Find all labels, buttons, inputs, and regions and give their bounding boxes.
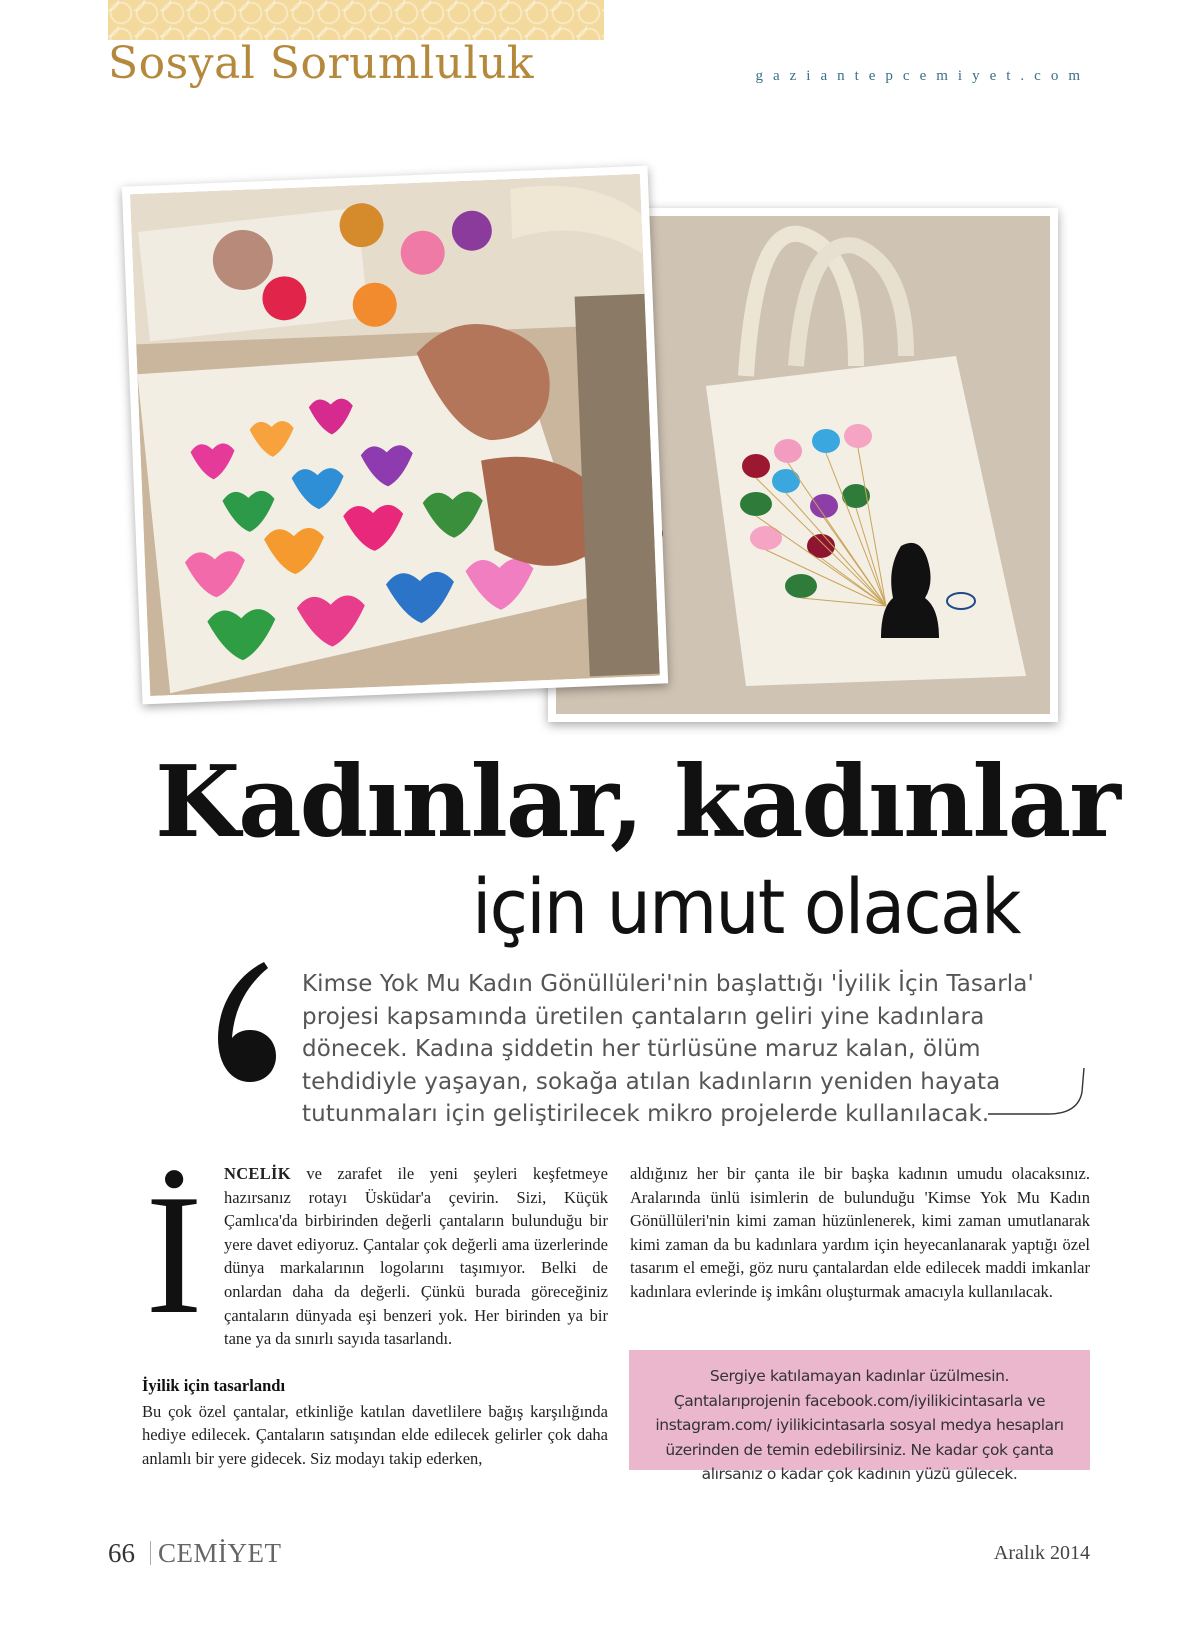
site-url[interactable]: gaziantepcemiyet.com bbox=[755, 68, 1090, 84]
header-pattern-band bbox=[108, 0, 604, 40]
article-column-left bbox=[224, 1162, 608, 1351]
lead-paragraph: Kimse Yok Mu Kadın Gönüllüleri'nin başlattığı 'İyilik İçin Tasarla' projesi kapsamında üretilen çantaların geliri yine kadınlara dönecek. Kadına şiddetin her türlüsüne maruz kalan, ölüm tehdidiyle yaşayan, sokağa atılan kadınların yeniden hayata tutunmaları için geliştirilecek mikro projelerde kullanılacak. bbox=[302, 971, 1034, 1127]
article-column-right bbox=[630, 1162, 1090, 1304]
callout-box bbox=[629, 1350, 1090, 1483]
dropcap-letter: İ bbox=[145, 1162, 203, 1322]
issue-date: Aralık 2014 bbox=[993, 1542, 1090, 1564]
article-paragraph-2: Bu çok özel çantalar, etkinliğe katılan davetlilere bağış karşılığında hediye edilecek. Çantaların satışından elde edilecek gelirler çok daha anlamlı bir yere gidecek. Siz modayı takip ederken, bbox=[142, 1401, 608, 1468]
opening-quote-icon bbox=[212, 958, 282, 1086]
article-paragraph-3: aldığınız her bir çanta ile bir başka kadının umudu olacaksınız. Aralarında ünlü isimlerin de bulunduğu 'Kimse Yok Mu Kadın Gönüllüleri'nin kimi zaman hüzünlenerek, kimi zaman umutlanarak kimi zaman da bu kadınlara yardım için heyecanlanarak yaptığı özel tasarım el emeği, göz nuru çantalardan elde edilecek maddi imkanlar kadınlara evlerinde iş imkânı oluşturmak amacıyla kullanılacak. bbox=[630, 1164, 1090, 1301]
article-paragraph-1: ve zarafet ile yeni şeyleri keşfetmeye hazırsanız rotayı Üsküdar'a çevirin. Sizi, Küçük Çamlıca'da birbirinden değerli çantaların bulunduğu bir yere davet ediyoruz. Çantalar çok değerli ama üzerlerinde dünya markalarının logolarını taşımıyor. Belki de onlardan daha da değerli. Çünkü burada göreceğiniz çantaların dünyada eşi benzeri yok. Her birinden ya bir tane ya da sınırlı sayıda tasarlandı. bbox=[224, 1164, 608, 1349]
lead-swash-rule bbox=[988, 1068, 1088, 1118]
page-number: 66 bbox=[108, 1538, 135, 1568]
headline-line-2: için umut olacak bbox=[472, 862, 1020, 951]
footer-divider bbox=[150, 1541, 151, 1565]
article-subhead: İyilik için tasarlandı bbox=[142, 1376, 286, 1395]
dropcap bbox=[144, 1162, 204, 1322]
magazine-name: CEMİYET bbox=[158, 1538, 282, 1568]
headline-line-1: Kadınlar, kadınlar bbox=[155, 745, 1119, 860]
section-title: Sosyal Sorumluluk bbox=[108, 38, 535, 89]
callout-text: Sergiye katılamayan kadınlar üzülmesin. Çantalarıprojenin facebook.com/iyilikicintasarla ve instagram.com/ iyilikicintasarla sosyal medya hesapları üzerinden de temin edebilirsiniz. Ne kadar çok çanta alırsanız o kadar çok kadının yüzü gülecek. bbox=[655, 1367, 1064, 1483]
article-lead-word: NCELİK bbox=[224, 1164, 291, 1183]
photo-embroidery bbox=[122, 166, 668, 705]
article-column-left-bottom bbox=[142, 1376, 608, 1470]
embroidery-image bbox=[130, 174, 660, 696]
